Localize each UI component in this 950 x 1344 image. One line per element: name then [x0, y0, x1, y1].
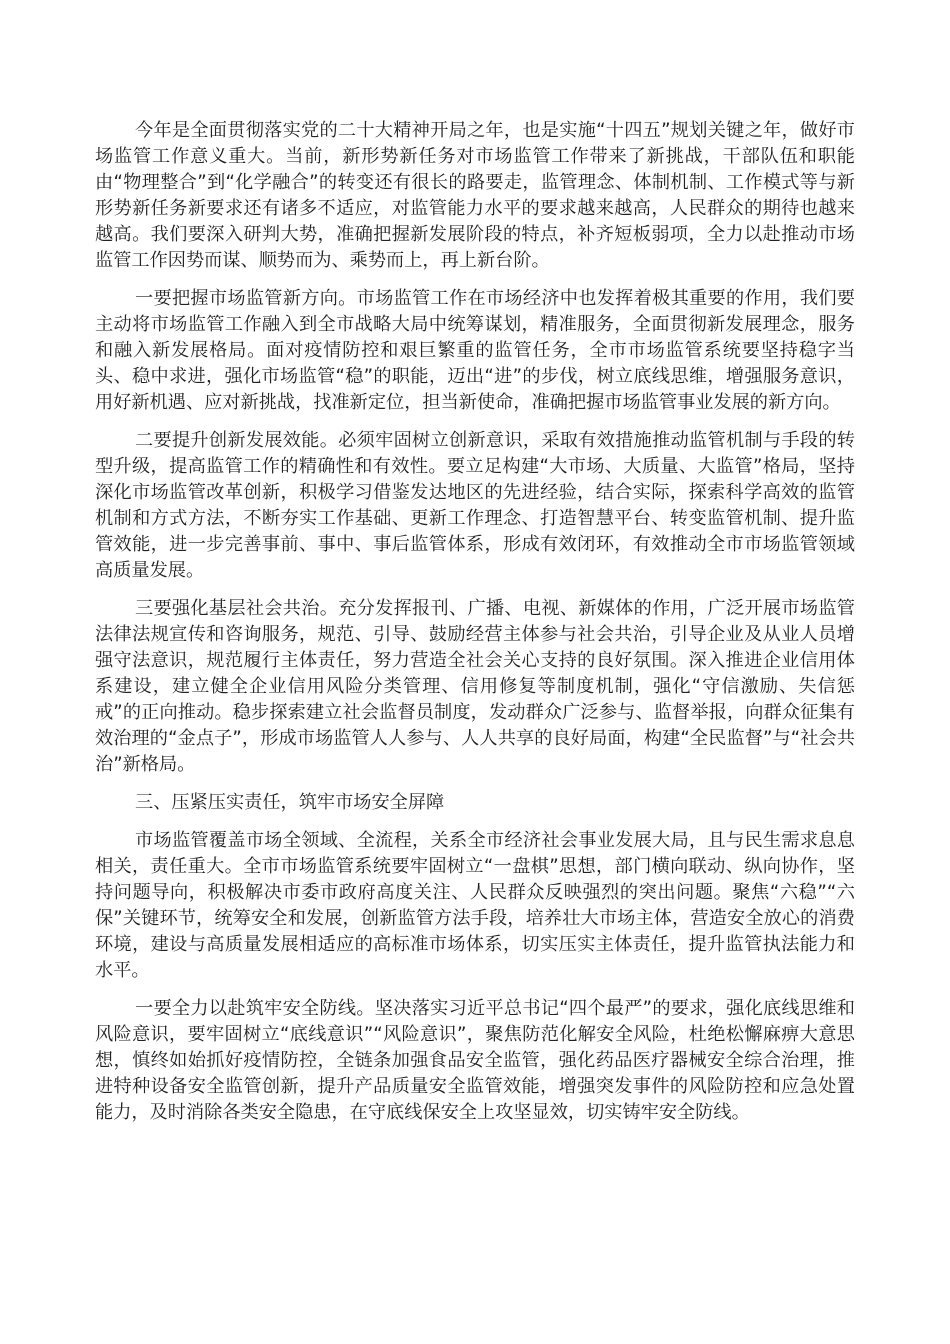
document-body	[95, 118, 855, 1138]
paragraph-responsibility: 市场监管覆盖市场全领域、全流程，关系全市经济社会事业发展大局，且与民生需求息息相关，责任重大。全市市场监管系统要牢固树立“一盘棋”思想，部门横向联动、纵向协作，坚持问题导向，积极解决市委市政府高度关注、人民群众反映强烈的突出问题。聚焦“六稳”“六保”关键环节，统筹安全和发展，创新监管方法手段，培养壮大市场主体，营造安全放心的消费环境，建设与高质量发展相适应的高标准市场体系，切实压实主体责任，提升监管执法能力和水平。	[95, 830, 855, 981]
paragraph-safety: 一要全力以赴筑牢安全防线。坚决落实习近平总书记“四个最严”的要求，强化底线思维和风险意识，要牢固树立“底线意识”“风险意识”，聚焦防范化解安全风险，杜绝松懈麻痹大意思想，慎终如始抓好疫情防控，全链条加强食品安全监管，强化药品医疗器械安全综合治理，推进特种设备安全监管创新，提升产品质量安全监管效能，增强突发事件的风险防控和应急处置能力，及时消除各类安全隐患，在守底线保安全上攻坚显效，切实铸牢安全防线。	[95, 998, 855, 1123]
paragraph-co-governance: 三要强化基层社会共治。充分发挥报刊、广播、电视、新媒体的作用，广泛开展市场监管法律法规宣传和咨询服务，规范、引导、鼓励经营主体参与社会共治，引导企业及从业人员增强守法意识，规范履行主体责任，努力营造全社会关心支持的良好氛围。深入推进企业信用体系建设，建立健全企业信用风险分类管理、信用修复等制度机制，强化“守信激励、失信惩戒”的正向推动。稳步探索建立社会监督员制度，发动群众广泛参与、监督举报，向群众征集有效治理的“金点子”，形成市场监管人人参与、人人共享的良好局面，构建“全民监督”与“社会共治”新格局。	[95, 598, 855, 775]
paragraph-direction: 一要把握市场监管新方向。市场监管工作在市场经济中也发挥着极其重要的作用，我们要主动将市场监管工作融入到全市战略大局中统筹谋划，精准服务，全面贯彻新发展理念，服务和融入新发展格局。面对疫情防控和艰巨繁重的监管任务，全市市场监管系统要坚持稳字当头、稳中求进，强化市场监管“稳”的职能，迈出“进”的步伐，树立底线思维，增强服务意识，用好新机遇、应对新挑战，找准新定位，担当新使命，准确把握市场监管事业发展的新方向。	[95, 288, 855, 413]
paragraph-innovation: 二要提升创新发展效能。必须牢固树立创新意识，采取有效措施推动监管机制与手段的转型升级，提高监管工作的精确性和有效性。要立足构建“大市场、大质量、大监管”格局，坚持深化市场监管改革创新，积极学习借鉴发达地区的先进经验，结合实际，探索科学高效的监管机制和方式方法，不断夯实工作基础、更新工作理念、打造智慧平台、转变监管机制、提升监管效能，进一步完善事前、事中、事后监管体系，形成有效闭环，有效推动全市市场监管领域高质量发展。	[95, 430, 855, 581]
section-heading: 三、压紧压实责任，筑牢市场安全屏障	[135, 792, 445, 813]
paragraph-intro: 今年是全面贯彻落实党的二十大精神开局之年，也是实施“十四五”规划关键之年，做好市场监管工作意义重大。当前，新形势新任务对市场监管工作带来了新挑战，干部队伍和职能由“物理整合”到“化学融合”的转变还有很长的路要走，监管理念、体制机制、工作模式等与新形势新任务新要求还有诸多不适应，对监管能力水平的要求越来越高，人民群众的期待也越来越高。我们要深入研判大势，准确把握新发展阶段的特点，补齐短板弱项，全力以赴推动市场监管工作因势而谋、顺势而为、乘势而上，再上新台阶。	[95, 120, 855, 271]
